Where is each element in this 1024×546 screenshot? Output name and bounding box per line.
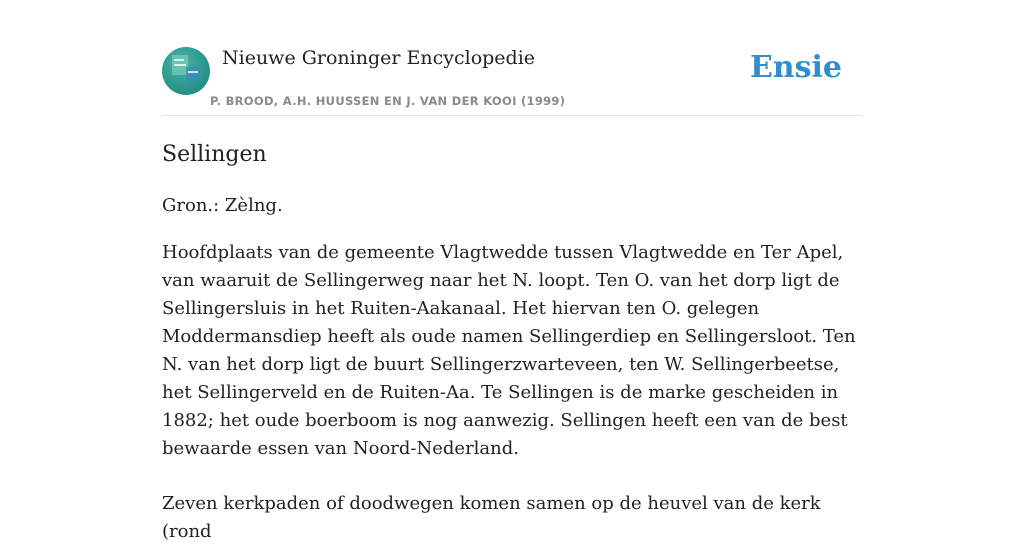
book-authors: P. BROOD, A.H. HUUSSEN EN J. VAN DER KOOI (1999) [210, 94, 566, 108]
book-title[interactable]: Nieuwe Groninger Encyclopedie [222, 47, 536, 69]
book-cover-image[interactable] [162, 47, 210, 95]
site-header [162, 46, 862, 116]
entry-title: Sellingen [162, 142, 267, 167]
brand-logo[interactable]: Ensie [749, 50, 842, 85]
dialect-name: Gron.: Zèlng. [162, 195, 283, 216]
entry-paragraph: Zeven kerkpaden of doodwegen komen samen op de heuvel van de kerk (rond [162, 493, 821, 542]
entry-paragraph: Hoofdplaats van de gemeente Vlagtwedde tussen Vlagtwedde en Ter Apel, van waaruit de Sellingerweg naar het N. loopt. Ten O. van het dorp ligt de Sellingersluis in het Ruiten-Aakanaal. Het hiervan ten O. gelegen Moddermansdiep heeft als oude namen Sellingerdiep en Sellingersloot. Ten N. van het dorp ligt de buurt Sellingerzwarteveen, ten W. Sellingerbeetse, het Sellingerveld en de Ruiten-Aa. Te Sellingen is de marke gescheiden in 1882; het oude boerboom is nog aanwezig. Sellingen heeft een van de best bewaarde essen van Noord-Nederland. [162, 242, 856, 459]
